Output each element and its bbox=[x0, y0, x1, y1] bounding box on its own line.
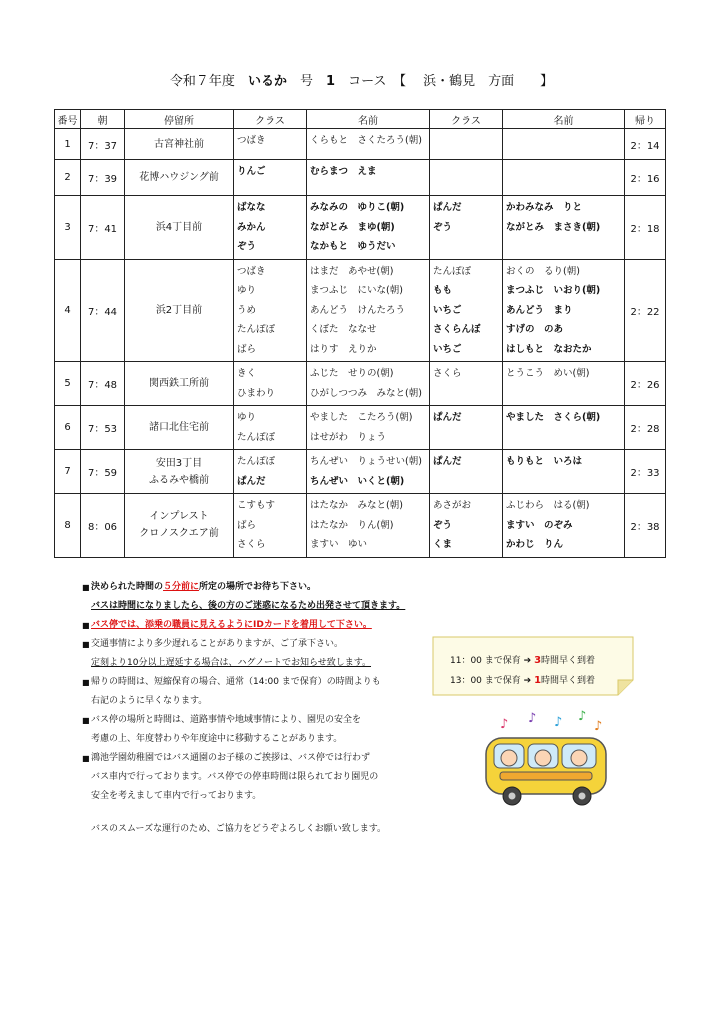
name-cell-entry: むらまつ えま bbox=[310, 166, 377, 177]
name-cell bbox=[503, 362, 625, 406]
class-cell bbox=[430, 129, 503, 160]
stop-name-entry: 浜4丁目前 bbox=[155, 221, 203, 233]
class-cell-entry: つばき bbox=[237, 265, 266, 277]
morning-time: 7：53 bbox=[81, 406, 125, 450]
header-name: 名前 bbox=[307, 110, 430, 129]
class-cell-entry: ぱんだ bbox=[433, 456, 462, 467]
name-cell bbox=[307, 450, 430, 494]
stop-name bbox=[125, 129, 234, 160]
stop-name-entry: 浜2丁目前 bbox=[155, 304, 203, 316]
table-row bbox=[55, 450, 666, 494]
name-cell-entry: あんどう けんたろう bbox=[310, 304, 406, 316]
name-cell-entry: あんどう まり bbox=[506, 304, 573, 316]
class-cell bbox=[234, 160, 307, 196]
class-cell-entry: たんぽぽ bbox=[237, 456, 276, 467]
class-cell-entry: ひまわり bbox=[237, 387, 276, 399]
class-cell-entry: ぞう bbox=[433, 221, 453, 233]
header-morning: 朝 bbox=[81, 110, 125, 129]
name-cell-entry: くらもと さくたろう(朝) bbox=[310, 135, 422, 146]
morning-time: 7：39 bbox=[81, 160, 125, 196]
stop-name-entry: 古宮神社前 bbox=[154, 138, 204, 150]
name-cell-entry: ながとみ まさき(朝) bbox=[506, 221, 601, 233]
row-number: 8 bbox=[55, 494, 81, 558]
stop-name-entry: 花博ハウジング前 bbox=[139, 172, 219, 183]
class-cell-entry: きく bbox=[237, 368, 257, 379]
class-cell-entry: つばき bbox=[237, 135, 266, 146]
name-cell bbox=[503, 196, 625, 260]
return-time: 2：14 bbox=[625, 129, 666, 160]
name-cell bbox=[307, 362, 430, 406]
stop-name bbox=[125, 196, 234, 260]
name-cell-entry: はたなか みなと(朝) bbox=[310, 500, 403, 511]
class-cell bbox=[234, 196, 307, 260]
class-cell-entry: こすもす bbox=[237, 500, 276, 511]
class-cell bbox=[430, 406, 503, 450]
class-cell-entry: ぱんだ bbox=[237, 475, 266, 487]
header-class: クラス bbox=[430, 110, 503, 129]
class-cell-entry: ぱんだ bbox=[433, 412, 462, 423]
table-row bbox=[55, 129, 666, 160]
bullet-square-icon: ■ bbox=[82, 716, 90, 725]
name-cell-entry: もりもと いろは bbox=[506, 456, 583, 467]
name-cell-entry: ちんぜい りょうせい(朝) bbox=[310, 456, 422, 467]
note-item: ■ 帰りの時間は、短縮保育の場合、通常（14:00 まで保育）の時間よりも 右記のように早くなります。 bbox=[82, 673, 462, 711]
name-cell-entry: とうこう めい(朝) bbox=[506, 368, 590, 379]
stop-name bbox=[125, 259, 234, 362]
table-row bbox=[55, 494, 666, 558]
name-cell-entry: はたなか りん(朝) bbox=[310, 519, 394, 531]
name-cell-entry: くぼた ななせ bbox=[310, 324, 377, 335]
table-row bbox=[55, 160, 666, 196]
page-title: 令和７年度 いるか 号 1 コース 【 浜・鶴見 方面 】 bbox=[169, 74, 554, 89]
bullet-square-icon: ■ bbox=[82, 678, 90, 687]
name-cell bbox=[307, 406, 430, 450]
class-cell bbox=[234, 129, 307, 160]
name-cell-entry: ながとみ まゆ(朝) bbox=[310, 221, 395, 233]
note-item: ■ 交通事情により多少遅れることがありますが、ご了承下さい。 定刻より10分以上遅延する場合は、ハグノートでお知らせ致します。 bbox=[82, 635, 462, 673]
stop-name bbox=[125, 160, 234, 196]
name-cell-entry: まつふじ にいな(朝) bbox=[310, 285, 403, 296]
arrow-right-icon: ➔ bbox=[523, 656, 532, 666]
name-cell-entry: ひがしつつみ みなと(朝) bbox=[310, 387, 422, 399]
row-number: 7 bbox=[55, 450, 81, 494]
return-time: 2：22 bbox=[625, 259, 666, 362]
name-cell bbox=[503, 259, 625, 362]
row-number: 1 bbox=[55, 129, 81, 160]
row-number: 4 bbox=[55, 259, 81, 362]
course-number: 1 bbox=[326, 74, 336, 89]
name-cell-entry: ふじわら はる(朝) bbox=[506, 500, 590, 511]
stop-name bbox=[125, 494, 234, 558]
stop-name bbox=[125, 362, 234, 406]
header-name: 名前 bbox=[503, 110, 625, 129]
note-item: ■ 鴻池学園幼稚園ではバス通園のお子様のご挨拶は、バス停では行わず バス車内で行っております。バス停での停車時間は限られており園児の 安全を考えまして車内で行っております。 bbox=[82, 749, 462, 806]
stop-name-entry: インプレスト bbox=[149, 511, 209, 523]
stop-name-entry: ふるみや橋前 bbox=[149, 474, 209, 486]
svg-text:♪: ♪ bbox=[528, 711, 537, 726]
name-cell-entry: はしもと なおたか bbox=[506, 343, 592, 355]
return-time: 2：33 bbox=[625, 450, 666, 494]
header-return: 帰り bbox=[625, 110, 666, 129]
bullet-square-icon: ■ bbox=[82, 583, 90, 592]
memo-row: 13：00 まで保育 ➔ 1時間早く到着 bbox=[450, 675, 596, 686]
class-cell bbox=[430, 259, 503, 362]
name-cell bbox=[503, 160, 625, 196]
class-cell-entry: ゆり bbox=[237, 285, 257, 296]
row-number: 3 bbox=[55, 196, 81, 260]
return-time: 2：28 bbox=[625, 406, 666, 450]
class-cell-entry: ぞう bbox=[237, 241, 257, 252]
name-cell bbox=[307, 196, 430, 260]
class-cell-entry: ぞう bbox=[433, 519, 453, 531]
name-cell-entry: はまだ あやせ(朝) bbox=[310, 265, 394, 277]
class-cell-entry: ぱんだ bbox=[433, 202, 462, 213]
morning-time: 7：37 bbox=[81, 129, 125, 160]
name-cell-entry: はりす えりか bbox=[310, 343, 377, 355]
class-cell bbox=[430, 196, 503, 260]
class-cell bbox=[234, 494, 307, 558]
name-cell bbox=[503, 129, 625, 160]
header-number: 番号 bbox=[55, 110, 81, 129]
stop-name bbox=[125, 450, 234, 494]
name-cell-entry: かわじ りん bbox=[506, 539, 564, 550]
table-row bbox=[55, 196, 666, 260]
class-cell bbox=[234, 259, 307, 362]
class-cell-entry: ばら bbox=[237, 519, 257, 531]
class-cell-entry: さくらんぼ bbox=[433, 324, 481, 335]
name-cell bbox=[307, 494, 430, 558]
note-item: ■ 決められた時間の５分前に所定の場所でお待ち下さい。 バスは時間になりましたら、後の方のご迷惑になるため出発させて頂きます。 bbox=[82, 578, 462, 616]
name-cell bbox=[307, 160, 430, 196]
class-cell bbox=[430, 362, 503, 406]
header-stop: 停留所 bbox=[125, 110, 234, 129]
table-header-row bbox=[55, 110, 666, 129]
class-cell-entry: うめ bbox=[237, 304, 257, 316]
class-cell bbox=[430, 160, 503, 196]
bullet-square-icon: ■ bbox=[82, 640, 90, 649]
row-number: 2 bbox=[55, 160, 81, 196]
class-cell-entry: いちご bbox=[433, 343, 462, 355]
name-cell-entry: ふじた せりの(朝) bbox=[310, 368, 394, 379]
stop-name-entry: 関西鉄工所前 bbox=[149, 378, 209, 389]
course-area: 【 浜・鶴見 方面 】 bbox=[399, 74, 554, 89]
class-cell-entry: ゆり bbox=[237, 412, 257, 423]
name-cell-entry: はせがわ りょう bbox=[310, 431, 387, 443]
svg-text:♪: ♪ bbox=[554, 715, 563, 730]
class-cell bbox=[234, 406, 307, 450]
class-cell bbox=[234, 450, 307, 494]
class-cell-entry: さくら bbox=[237, 539, 266, 550]
stop-name-entry: 安田3丁目 bbox=[155, 457, 203, 469]
name-cell-entry: ますい ゆい bbox=[310, 539, 368, 550]
stop-name-entry: 諸口北住宅前 bbox=[149, 422, 209, 433]
name-cell bbox=[307, 129, 430, 160]
svg-text:♪: ♪ bbox=[500, 717, 509, 732]
class-cell-entry: ばなな bbox=[237, 202, 266, 213]
class-cell bbox=[430, 450, 503, 494]
stop-name-entry: クロノスクエア前 bbox=[139, 528, 219, 540]
class-cell-entry: あさがお bbox=[433, 500, 472, 511]
notes-section bbox=[82, 578, 462, 839]
class-cell-entry: いちご bbox=[433, 304, 462, 316]
name-cell-entry: なかもと ゆうだい bbox=[310, 241, 396, 252]
table-row bbox=[55, 362, 666, 406]
bullet-square-icon: ■ bbox=[82, 754, 90, 763]
return-time: 2：18 bbox=[625, 196, 666, 260]
return-time: 2：16 bbox=[625, 160, 666, 196]
morning-time: 7：59 bbox=[81, 450, 125, 494]
bullet-square-icon: ■ bbox=[82, 621, 90, 630]
note-item: ■ バス停では、添乗の職員に見えるようにIDカードを着用して下さい。 bbox=[82, 616, 462, 635]
closing-message: バスのスムーズな運行のため、ご協力をどうぞよろしくお願い致します。 bbox=[91, 824, 387, 834]
table-row bbox=[55, 259, 666, 362]
class-cell-entry: たんぽぽ bbox=[237, 431, 276, 443]
morning-time: 7：48 bbox=[81, 362, 125, 406]
memo-row: 11：00 まで保育 ➔ 3時間早く到着 bbox=[450, 655, 596, 666]
class-cell-entry: たんぽぽ bbox=[237, 324, 276, 335]
school-bus-icon bbox=[478, 710, 618, 810]
class-cell-entry: くま bbox=[433, 539, 453, 550]
arrow-right-icon: ➔ bbox=[523, 676, 532, 686]
name-cell-entry: やました こたろう(朝) bbox=[310, 412, 413, 423]
table-row bbox=[55, 406, 666, 450]
return-time: 2：38 bbox=[625, 494, 666, 558]
name-cell-entry: おくの るり(朝) bbox=[506, 265, 580, 277]
class-cell-entry: みかん bbox=[237, 221, 266, 233]
row-number: 6 bbox=[55, 406, 81, 450]
bus-schedule-table bbox=[54, 109, 666, 558]
name-cell-entry: まつふじ いおり(朝) bbox=[506, 285, 601, 296]
course-name: いるか bbox=[247, 74, 287, 89]
name-cell bbox=[503, 494, 625, 558]
row-number: 5 bbox=[55, 362, 81, 406]
early-arrival-memo bbox=[432, 636, 634, 696]
name-cell-entry: やました さくら(朝) bbox=[506, 412, 601, 423]
class-cell bbox=[234, 362, 307, 406]
class-cell bbox=[430, 494, 503, 558]
name-cell-entry: みなみの ゆりこ(朝) bbox=[310, 202, 405, 213]
name-cell bbox=[503, 406, 625, 450]
class-cell-entry: たんぽぽ bbox=[433, 265, 472, 277]
morning-time: 7：44 bbox=[81, 259, 125, 362]
return-time: 2：26 bbox=[625, 362, 666, 406]
name-cell-entry: すげの のあ bbox=[506, 324, 564, 335]
morning-time: 8：06 bbox=[81, 494, 125, 558]
name-cell-entry: かわみなみ りと bbox=[506, 202, 583, 213]
morning-time: 7：41 bbox=[81, 196, 125, 260]
svg-text:♪: ♪ bbox=[594, 719, 603, 734]
class-cell-entry: ばら bbox=[237, 343, 257, 355]
name-cell bbox=[503, 450, 625, 494]
name-cell-entry: ますい のぞみ bbox=[506, 519, 573, 531]
name-cell bbox=[307, 259, 430, 362]
svg-text:♪: ♪ bbox=[578, 710, 587, 724]
name-cell-entry: ちんぜい いくと(朝) bbox=[310, 475, 405, 487]
note-item: ■ バス停の場所と時間は、道路事情や地域事情により、園児の安全を 考慮の上、年度替わりや年度途中に移動することがあります。 bbox=[82, 711, 462, 749]
class-cell-entry: もも bbox=[433, 285, 453, 296]
header-class: クラス bbox=[234, 110, 307, 129]
class-cell-entry: さくら bbox=[433, 368, 462, 379]
stop-name bbox=[125, 406, 234, 450]
class-cell-entry: りんご bbox=[237, 166, 266, 177]
